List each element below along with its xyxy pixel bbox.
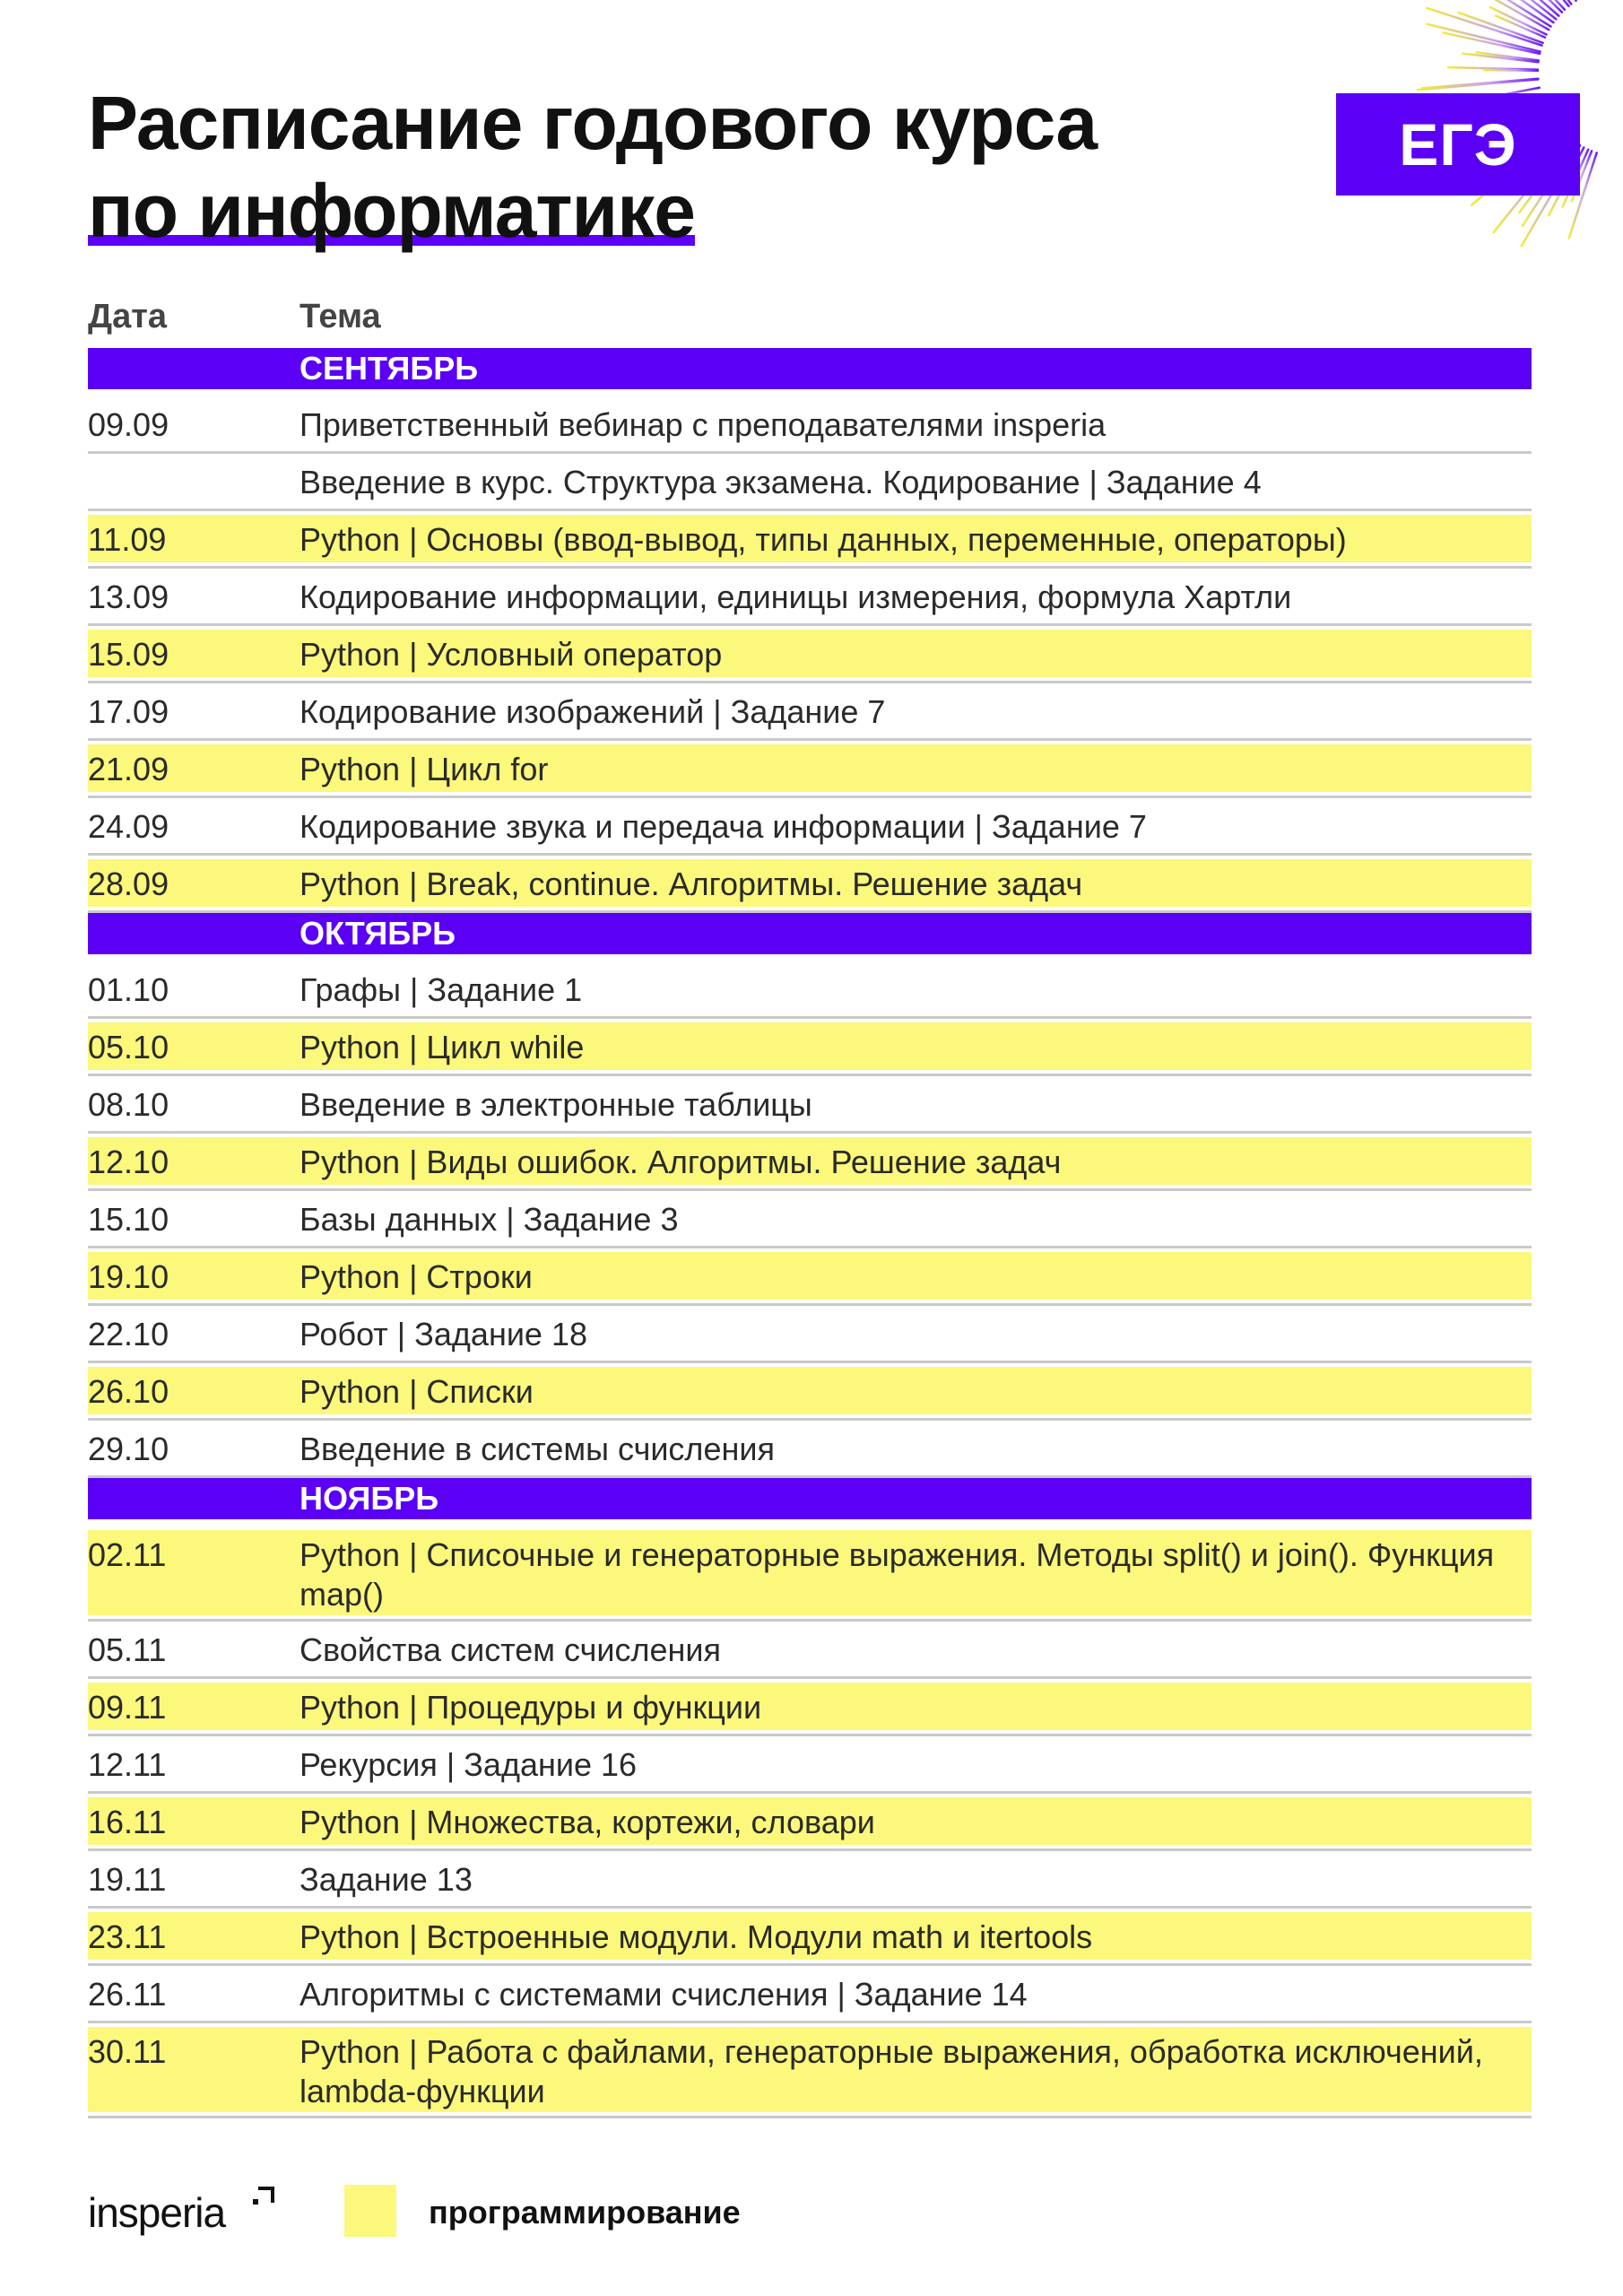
cell-date: 13.09 bbox=[88, 578, 169, 615]
decorative-ray bbox=[1418, 79, 1538, 90]
cell-topic: Задание 13 bbox=[299, 1861, 473, 1898]
cell-date: 30.11 bbox=[88, 2033, 167, 2070]
cell-topic: Python | Условный оператор bbox=[299, 636, 723, 673]
cell-date: 12.11 bbox=[88, 1746, 167, 1783]
cell-date: 15.09 bbox=[88, 636, 169, 673]
table-row bbox=[88, 1736, 1532, 1794]
cell-topic: Робот | Задание 18 bbox=[299, 1316, 587, 1352]
table-row bbox=[88, 1794, 1532, 1851]
table-row bbox=[88, 741, 1532, 798]
cell-topic: Python | Break, continue. Алгоритмы. Решение задач bbox=[299, 865, 1083, 902]
cell-date: 29.10 bbox=[88, 1431, 169, 1467]
cell-topic: Python | Встроенные модули. Модули math и itertools bbox=[299, 1918, 1093, 1955]
insperia-logo: insperia bbox=[88, 2189, 226, 2236]
month-label: НОЯБРЬ bbox=[299, 1480, 439, 1517]
month-label: ОКТЯБРЬ bbox=[299, 915, 456, 952]
table-body bbox=[88, 348, 1532, 2118]
legend-label-programming: программирование bbox=[429, 2194, 741, 2231]
schedule-table bbox=[88, 285, 1532, 2118]
month-label: СЕНТЯБРЬ bbox=[299, 350, 479, 387]
footer bbox=[88, 2179, 1532, 2251]
title-line-2: по информатике bbox=[88, 169, 695, 253]
table-row bbox=[88, 856, 1532, 913]
cell-date: 19.11 bbox=[88, 1861, 167, 1898]
cell-date: 01.10 bbox=[88, 971, 169, 1008]
cell-topic: Алгоритмы с системами счисления | Задание 14 bbox=[299, 1976, 1028, 2013]
cell-date bbox=[88, 457, 299, 505]
table-row bbox=[88, 569, 1532, 626]
table-row bbox=[88, 1851, 1532, 1909]
cell-topic: Python | Цикл while bbox=[299, 1029, 585, 1065]
cell-date: 24.09 bbox=[88, 808, 169, 845]
cell-date: 16.11 bbox=[88, 1804, 167, 1840]
table-row bbox=[88, 2023, 1532, 2118]
cell-topic: Свойства систем счисления bbox=[299, 1631, 722, 1668]
cell-date: 09.11 bbox=[88, 1689, 167, 1726]
table-row bbox=[88, 1076, 1532, 1134]
cell-date: 26.11 bbox=[88, 1976, 167, 2013]
cell-date: 26.10 bbox=[88, 1373, 169, 1410]
cell-topic: Кодирование информации, единицы измерения, формула Хартли bbox=[299, 578, 1292, 615]
decorative-ray bbox=[1484, 70, 1538, 71]
cell-date: 05.11 bbox=[88, 1631, 167, 1668]
month-header bbox=[88, 1478, 1532, 1519]
cell-date: 19.10 bbox=[88, 1258, 169, 1295]
table-row bbox=[88, 798, 1532, 856]
cell-topic: Рекурсия | Задание 16 bbox=[299, 1746, 638, 1783]
decorative-ray bbox=[1427, 8, 1541, 46]
cell-date: 11.09 bbox=[88, 521, 167, 558]
table-row bbox=[88, 1134, 1532, 1191]
table-row bbox=[88, 1622, 1532, 1679]
month-header bbox=[88, 913, 1532, 954]
cell-topic: Базы данных | Задание 3 bbox=[299, 1201, 679, 1238]
cell-topic: Python | Списки bbox=[299, 1373, 534, 1410]
cell-topic: Введение в курс. Структура экзамена. Кодирование | Задание 4 bbox=[299, 464, 1262, 500]
cell-date: 05.10 bbox=[88, 1029, 169, 1065]
cell-topic: Python | Процедуры и функции bbox=[299, 1689, 762, 1726]
exam-badge: ЕГЭ bbox=[1336, 93, 1580, 196]
cell-topic: Введение в системы счисления bbox=[299, 1431, 775, 1467]
cell-topic: Python | Множества, кортежи, словари bbox=[299, 1804, 875, 1840]
cell-date: 15.10 bbox=[88, 1201, 169, 1238]
table-row bbox=[88, 1909, 1532, 1966]
table-row bbox=[88, 511, 1532, 569]
cell-topic: Python | Списочные и генераторные выражения. Методы split() и join(). Функция map() bbox=[299, 1536, 1495, 1613]
cell-topic: Введение в электронные таблицы bbox=[299, 1086, 812, 1123]
table-row bbox=[88, 1191, 1532, 1248]
cell-topic: Приветственный вебинар с преподавателями insperia bbox=[299, 406, 1107, 443]
cell-date: 23.11 bbox=[88, 1918, 167, 1955]
cell-topic: Кодирование изображений | Задание 7 bbox=[299, 693, 886, 730]
cell-date: 09.09 bbox=[88, 406, 169, 443]
cell-topic: Python | Виды ошибок. Алгоритмы. Решение задач bbox=[299, 1144, 1062, 1180]
table-row bbox=[88, 1019, 1532, 1076]
cell-topic: Python | Основы (ввод-вывод, типы данных, переменные, операторы) bbox=[299, 521, 1347, 558]
cell-topic: Python | Цикл for bbox=[299, 751, 549, 787]
cell-topic: Кодирование звука и передача информации | Задание 7 bbox=[299, 808, 1147, 845]
page-title bbox=[88, 79, 1097, 255]
table-row bbox=[88, 683, 1532, 741]
column-header-topic: Тема bbox=[299, 297, 381, 335]
table-row bbox=[88, 454, 1532, 511]
cell-topic: Python | Работа с файлами, генераторные выражения, обработка исключений, lambda-функции bbox=[299, 2033, 1483, 2109]
table-row bbox=[88, 1679, 1532, 1736]
logo-corner-icon bbox=[251, 2187, 274, 2210]
table-row bbox=[88, 626, 1532, 683]
legend-swatch-programming bbox=[344, 2185, 396, 2237]
month-header bbox=[88, 348, 1532, 389]
table-row bbox=[88, 1421, 1532, 1478]
table-row bbox=[88, 961, 1532, 1019]
cell-date: 02.11 bbox=[88, 1536, 167, 1573]
table-row bbox=[88, 396, 1532, 454]
table-row bbox=[88, 1966, 1532, 2023]
table-row bbox=[88, 1363, 1532, 1421]
table-header bbox=[88, 285, 1532, 348]
table-row bbox=[88, 1526, 1532, 1622]
cell-date: 28.09 bbox=[88, 865, 169, 902]
cell-date: 21.09 bbox=[88, 751, 169, 787]
cell-date: 12.10 bbox=[88, 1144, 169, 1180]
table-row bbox=[88, 1306, 1532, 1363]
cell-topic: Графы | Задание 1 bbox=[299, 971, 583, 1008]
table-row bbox=[88, 1248, 1532, 1306]
cell-date: 08.10 bbox=[88, 1086, 169, 1123]
cell-topic: Python | Строки bbox=[299, 1258, 533, 1295]
cell-date: 22.10 bbox=[88, 1316, 169, 1352]
title-line-1: Расписание годового курса bbox=[88, 81, 1098, 165]
cell-date: 17.09 bbox=[88, 693, 169, 730]
column-header-date: Дата bbox=[88, 297, 167, 335]
